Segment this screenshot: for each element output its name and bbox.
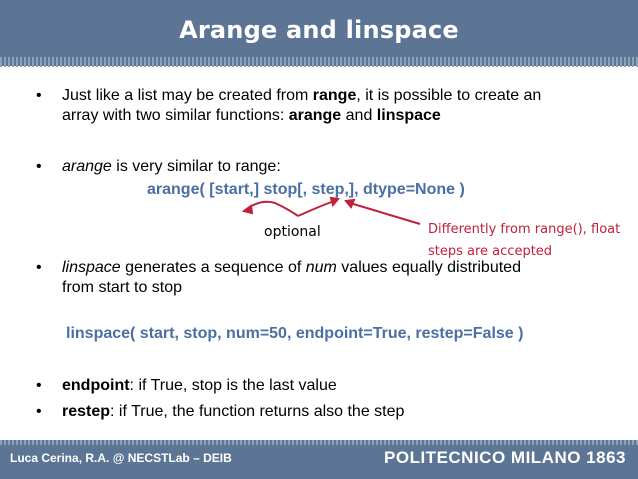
bullet-dot: •	[36, 87, 42, 104]
optional-arrow-left-head	[244, 206, 252, 213]
float-steps-note	[428, 219, 628, 263]
keyword-arange-italic: arange	[62, 158, 112, 175]
bullet-text: and	[341, 107, 377, 124]
bullet-text: values equally distributed	[336, 259, 521, 276]
keyword-linspace-italic: linspace	[62, 259, 121, 276]
bullet-dot: •	[36, 377, 42, 394]
bullet-text: from start to stop	[62, 279, 183, 296]
bullet-text: : if True, stop is the last value	[129, 377, 337, 394]
linspace-signature: linspace( start, stop, num=50, endpoint=True, restep=False )	[66, 325, 524, 342]
float-steps-arrow	[350, 203, 420, 224]
footer-author: Luca Cerina, R.A. @ NECSTLab – DEIB	[10, 451, 232, 465]
keyword-restep: restep	[62, 403, 111, 420]
float-steps-arrow-head	[346, 200, 354, 207]
bullet-text: is very similar to range:	[111, 158, 281, 175]
optional-arrow-left	[248, 202, 298, 216]
bullet-dot: •	[36, 158, 42, 175]
slide-title: Arange and linspace	[179, 16, 459, 44]
footer-bar	[0, 440, 638, 479]
float-steps-note-line1: Differently from range(), float	[428, 222, 621, 237]
keyword-linspace: linspace	[376, 107, 441, 124]
keyword-arange: arange	[288, 107, 342, 124]
bullet-text: generates a sequence of	[120, 259, 306, 276]
bullet-text: : if True, the function returns also the step	[110, 403, 405, 420]
arange-signature: arange( [start,] stop[, step,], dtype=None )	[147, 181, 465, 198]
keyword-endpoint: endpoint	[62, 377, 130, 394]
bullet-text: Just like a list may be created from	[62, 87, 313, 104]
bullet-dot: •	[36, 403, 42, 420]
bullet-dot: •	[36, 259, 42, 276]
optional-note: optional	[264, 224, 321, 240]
keyword-range: range	[312, 87, 357, 104]
optional-arrow-right	[298, 201, 334, 216]
bullet-text: , it is possible to create an	[356, 87, 542, 104]
optional-arrow-right-head	[331, 198, 338, 205]
bullet-text: array with two similar functions:	[62, 107, 289, 124]
float-steps-note-line2: steps are accepted	[428, 244, 553, 259]
footer-stripes	[0, 440, 638, 445]
footer-logo-text: POLITECNICO MILANO 1863	[384, 448, 626, 467]
keyword-num: num	[305, 259, 337, 276]
